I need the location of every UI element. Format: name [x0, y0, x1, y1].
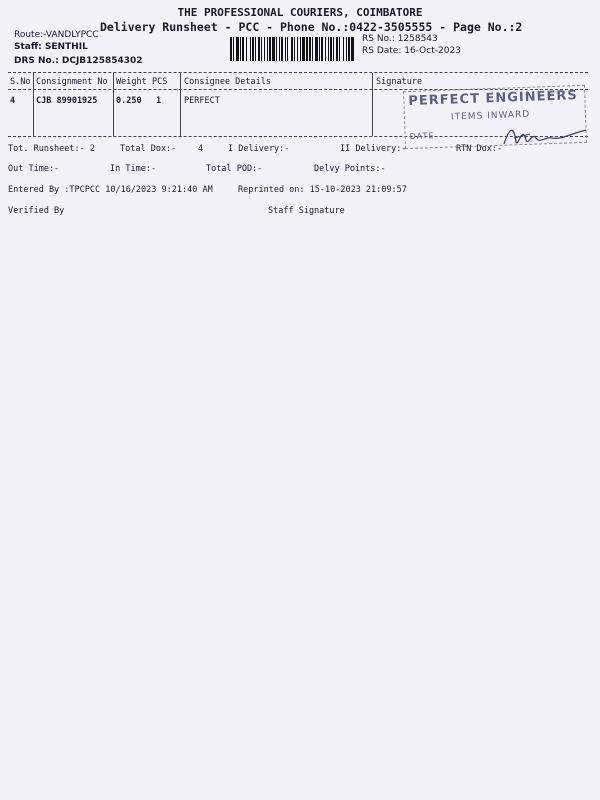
cell-pcs: 1	[156, 96, 162, 106]
drs-number: DRS No.: DCJB125854302	[14, 56, 143, 66]
col-header-pcs: PCS	[152, 77, 168, 87]
stamp-company: PERFECT ENGINEERS	[408, 88, 578, 110]
rs-number: RS No.: 1258543	[362, 34, 438, 44]
route-label: Route:-VANDLYPCC	[14, 30, 99, 40]
stamp-items-inward: ITEMS INWARD	[450, 109, 531, 123]
reprinted-on: Reprinted on: 15-10-2023 21:09:57	[238, 185, 407, 195]
delvy-points: Delvy Points:-	[314, 164, 386, 174]
col-header-sno: S.No	[10, 77, 31, 87]
ii-delivery: II Delivery:-	[340, 144, 407, 154]
in-time: In Time:-	[110, 164, 157, 174]
col-divider	[372, 73, 373, 136]
verified-by: Verified By	[8, 206, 65, 216]
tot-runsheet: Tot. Runsheet:- 2	[8, 144, 95, 154]
table-top-rule	[8, 72, 588, 73]
col-header-weight: Weight	[116, 77, 147, 87]
col-divider	[33, 73, 34, 136]
staff-label: Staff: SENTHIL	[14, 42, 88, 52]
stamp-date: DATE	[409, 131, 435, 141]
col-divider	[113, 73, 114, 136]
signature-scribble	[500, 118, 590, 154]
out-time: Out Time:-	[8, 164, 60, 174]
col-header-consignment: Consignment No	[36, 77, 108, 87]
rtn-dox: RTN Dox:-	[456, 144, 503, 154]
col-header-consignee: Consignee Details	[184, 77, 271, 87]
entered-by: Entered By :TPCPCC 10/16/2023 9:21:40 AM	[8, 185, 213, 195]
i-delivery: I Delivery:-	[228, 144, 290, 154]
cell-consignment: CJB 89901925	[36, 96, 98, 106]
cell-weight: 0.250	[116, 96, 142, 106]
total-dox-label: Total Dox:-	[120, 144, 177, 154]
col-divider	[180, 73, 181, 136]
runsheet-subtitle: Delivery Runsheet - PCC - Phone No.:0422-3505555 - Page No.:2	[100, 20, 523, 34]
total-dox-value: 4	[198, 144, 204, 154]
cell-consignee: PERFECT	[184, 96, 220, 106]
barcode	[230, 37, 354, 61]
rs-date: RS Date: 16-Oct-2023	[362, 46, 461, 56]
staff-signature: Staff Signature	[268, 206, 345, 216]
total-pod: Total POD:-	[206, 164, 263, 174]
company-title: THE PROFESSIONAL COURIERS, COIMBATORE	[177, 6, 423, 19]
col-header-signature: Signature	[376, 77, 423, 87]
cell-sno: 4	[10, 96, 16, 106]
